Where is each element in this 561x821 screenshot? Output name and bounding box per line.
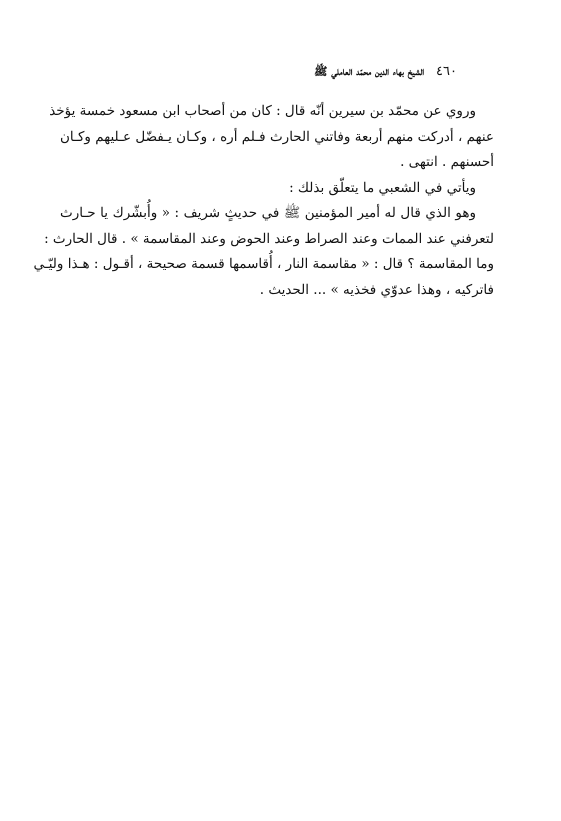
text-line: أحسنهم . انتهى . bbox=[400, 154, 494, 170]
text-line: فاتركيه ، وهذا عدوّي فخذيه » ... الحديث . bbox=[259, 281, 494, 298]
text-line: وهو الذي قال له أمير المؤمنين ﷺ في حديثٍ شريف : « وأُبشّرك يا حـارث bbox=[60, 205, 476, 221]
text-line: وما المقاسمة ؟ قال : « مقاسمة النار ، أُقاسمها قسمة صحيحة ، أقـول : هـذا وليّـي bbox=[33, 256, 494, 272]
running-title: الشيخ بهاء الدين محمّد العاملي ﷺ bbox=[314, 65, 425, 78]
running-header bbox=[60, 64, 457, 80]
page-body bbox=[33, 99, 494, 303]
page-number: ٤٦٠ bbox=[436, 64, 457, 79]
paragraph-hadith bbox=[33, 201, 494, 303]
paragraph-cross-reference bbox=[60, 176, 494, 202]
paragraph-narration bbox=[49, 99, 494, 176]
text-line: عنهم ، أدركت منهم أربعة وفاتني الحارث فـلم أره ، وكـان يـفضّل عـليهم وكـان bbox=[60, 128, 494, 145]
text-line: ويأتي في الشعبي ما يتعلّق بذلك : bbox=[289, 179, 476, 196]
text-line: لتعرفني عند الممات وعند الصراط وعند الحوض وعند المقاسمة » . قال الحارث : bbox=[44, 230, 494, 247]
text-line: وروي عن محمّد بن سيرين أنّه قال : كان من أصحاب ابن مسعود خمسة يؤخذ bbox=[49, 103, 476, 119]
